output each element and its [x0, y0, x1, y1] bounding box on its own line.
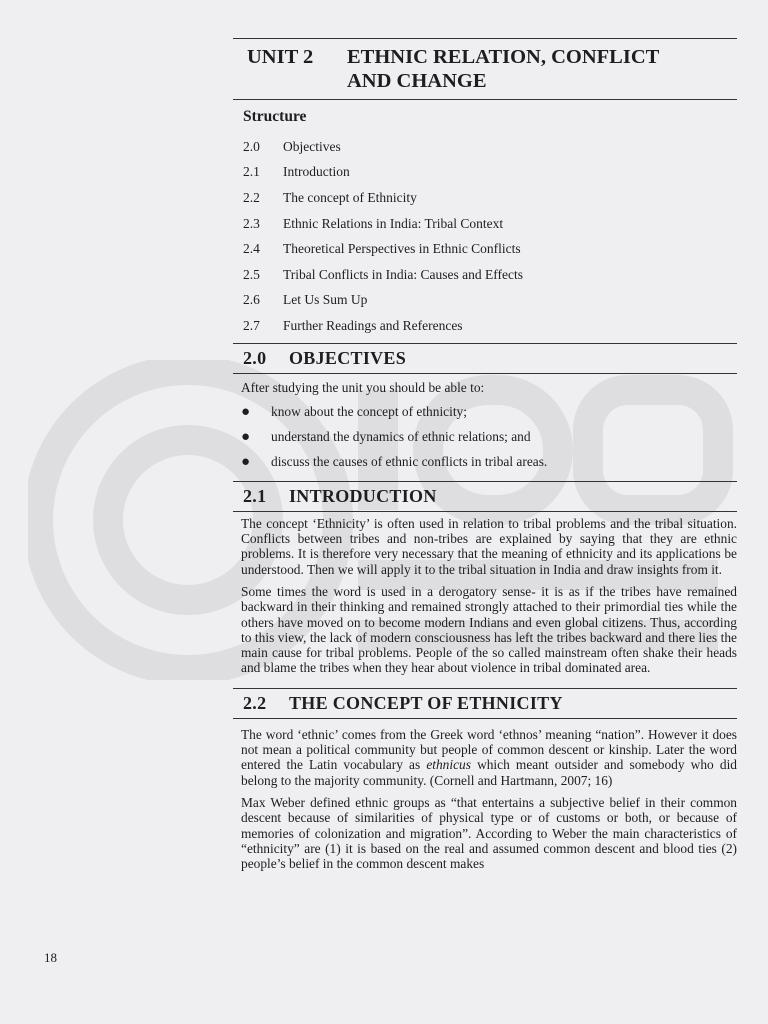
- section-rule: [233, 481, 737, 482]
- section-rule: [233, 373, 737, 374]
- toc-item: 2.4 Theoretical Perspectives in Ethnic Conflicts: [243, 241, 521, 257]
- toc-item: 2.7 Further Readings and References: [243, 317, 463, 333]
- section-heading-objectives: 2.0 OBJECTIVES: [243, 347, 407, 368]
- paragraph: The concept ‘Ethnicity’ is often used in relation to tribal problems and the tribal situation. Conflicts between tribes and non-tribes are explained by saying that they are ethnic problems. It is therefore very necessary that the meaning of ethnicity and its applications be understood. Then we will apply it to the tribal situation in India and draw insights from it.: [241, 515, 737, 577]
- paragraph: The word ‘ethnic’ comes from the Greek word ‘ethnos’ meaning “nation”. However it does not mean a political community but people of common descent or kinship. Later the word entered the Latin vocabulary as ethnicus which meant outsider and somebody who did belong to the majority community. (Cornell and Hartmann, 2007; 16): [241, 726, 737, 788]
- page-number: 18: [44, 950, 57, 965]
- structure-heading: Structure: [243, 108, 307, 125]
- toc-item: 2.5 Tribal Conflicts in India: Causes and Effects: [243, 266, 523, 282]
- toc-item: 2.1 Introduction: [243, 164, 350, 180]
- unit-title: ETHNIC RELATION, CONFLICT AND CHANGE: [347, 46, 660, 92]
- top-rule: [233, 38, 737, 39]
- structure-list: [243, 134, 737, 339]
- list-item: ● understand the dynamics of ethnic relations; and: [241, 428, 531, 445]
- section-rule: [233, 718, 737, 719]
- toc-item: 2.6 Let Us Sum Up: [243, 292, 368, 308]
- unit-heading: [233, 45, 737, 93]
- section-rule: [233, 688, 737, 689]
- toc-item: 2.0 Objectives: [243, 138, 341, 154]
- section-heading-introduction: 2.1 INTRODUCTION: [243, 485, 437, 506]
- paragraph: Max Weber defined ethnic groups as “that entertains a subjective belief in their common descent because of similarities of physical type or of customs or both, or because of memories of colonization and migration”. According to Weber the main characteristics of “ethnicity” are (1) it is based on the real and assumed common descent and blood ties (2) people’s belief in the common descent makes: [241, 794, 737, 872]
- list-item: ● discuss the causes of ethnic conflicts in tribal areas.: [241, 453, 548, 470]
- toc-item: 2.2 The concept of Ethnicity: [243, 189, 417, 205]
- paragraph: Some times the word is used in a derogatory sense- it is as if the tribes have remained backward in their thinking and remained strongly attached to their primordial ties while the others have moved on to become modern Indians and even global citizens. Thus, according to this view, the lack of modern consciousness has left the tribes backward and there lies the main cause for tribal problems. People of the so called mainstream often shake their heads and blame the tribes when they hear about violence in tribal dominated area.: [241, 583, 737, 676]
- document-page: [233, 38, 737, 871]
- bullet-icon: ●: [241, 403, 251, 420]
- unit-number: UNIT 2: [247, 46, 314, 68]
- objectives-list: [241, 400, 737, 475]
- bullet-icon: ●: [241, 453, 251, 470]
- unit-rule: [233, 99, 737, 100]
- bullet-icon: ●: [241, 428, 251, 445]
- toc-item: 2.3 Ethnic Relations in India: Tribal Context: [243, 215, 504, 231]
- list-item: ● know about the concept of ethnicity;: [241, 403, 467, 420]
- objectives-intro: After studying the unit you should be able to:: [241, 379, 485, 395]
- section-heading-concept: 2.2 THE CONCEPT OF ETHNICITY: [243, 692, 563, 713]
- section-rule: [233, 511, 737, 512]
- section-rule: [233, 343, 737, 344]
